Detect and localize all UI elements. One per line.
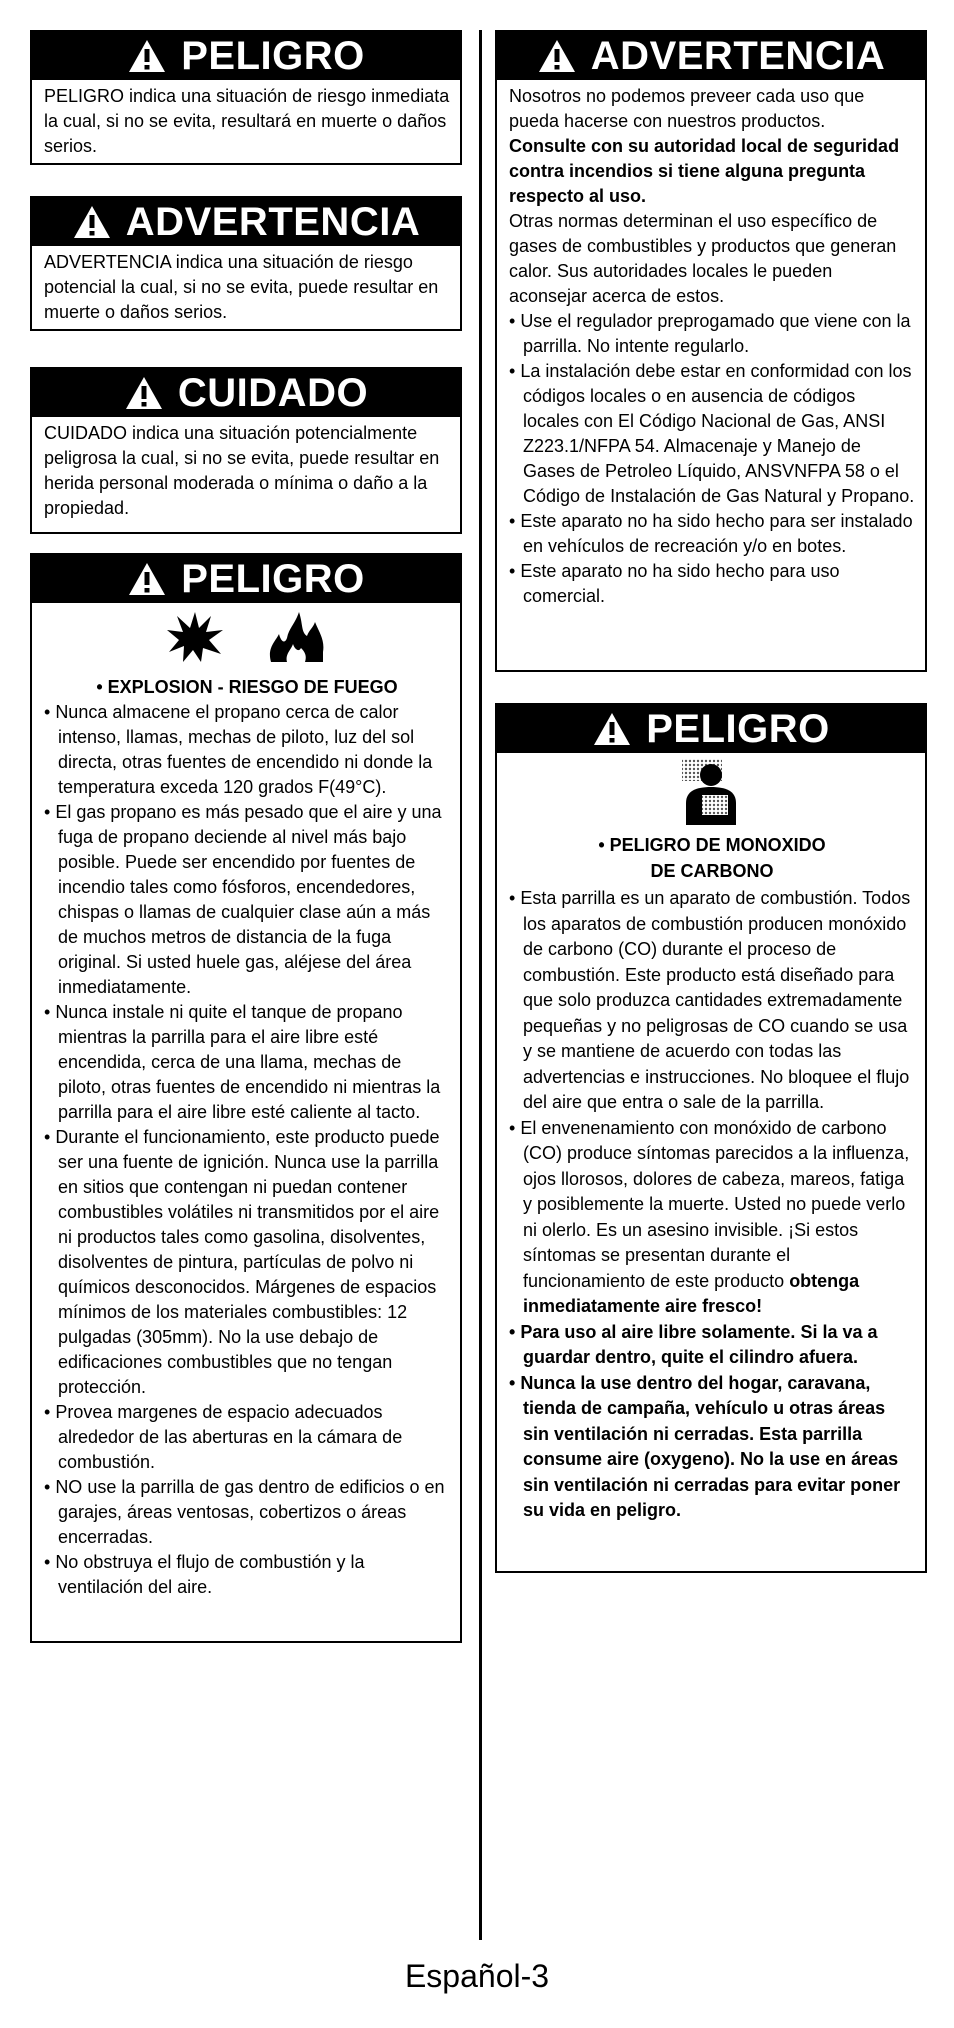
explosion-icon bbox=[165, 608, 225, 664]
co-list bbox=[509, 886, 915, 1524]
list-item: • Nunca instale ni quite el tanque de propano mientras la parrilla para el aire libre esté encendida, cerca de una llama, mechas de piloto, otras fuentes de encendido ni mientras la parrilla para el aire libre esté caliente al tacto. bbox=[44, 1000, 450, 1125]
co-symptoms-text: El envenenamiento con monóxido de carbono (CO) produce síntomas parecidos a la influenza, ojos llorosos, dolores de cabeza, mareos, fatiga y posiblemente la muerte. Usted no puede verlo ni olerlo. Es un asesino invisible. ¡Si estos síntomas se presentan durante el funcionamiento de este producto bbox=[520, 1117, 910, 1291]
fresh-air-text: obtenga inmediatamente aire fresco! bbox=[523, 1270, 860, 1316]
advertencia-list bbox=[509, 309, 915, 609]
list-item: • El gas propano es más pesado que el aire y una fuga de propano deciende al nivel más bajo posible. Puede ser encendido por fuentes de incendio tales como fósforos, encendedores, chispas o llamas de cualquier clase aún a más de muchos metros de distancia de la fuga original. Si usted huele gas, aléjese del área inmediatamente. bbox=[44, 800, 450, 1000]
list-item: • Este aparato no ha sido hecho para ser instalado en vehículos de recreación y/o en botes. bbox=[509, 509, 915, 559]
header-title: PELIGRO bbox=[646, 706, 830, 751]
list-item: • Provea margenes de espacio adecuados alrededor de las aberturas en la cámara de combustión. bbox=[44, 1400, 450, 1475]
advertencia-header bbox=[32, 198, 460, 246]
header-title: PELIGRO bbox=[181, 33, 365, 78]
header-title: ADVERTENCIA bbox=[125, 199, 421, 244]
warning-triangle-icon bbox=[127, 561, 167, 597]
peligro-header bbox=[497, 705, 925, 753]
warning-triangle-icon bbox=[592, 711, 632, 747]
explosion-list bbox=[44, 700, 450, 1600]
list-item: • Nunca almacene el propano cerca de calor intenso, llamas, mechas de piloto, luz del sol directa, otras fuentes de encendido ni donde la temperatura exceda 120 grados F(49°C). bbox=[44, 700, 450, 800]
list-item: • Este aparato no ha sido hecho para uso comercial. bbox=[509, 559, 915, 609]
peligro-header bbox=[32, 32, 460, 80]
peligro-header bbox=[32, 555, 460, 603]
header-title: PELIGRO bbox=[181, 556, 365, 601]
peligro-definition-text: PELIGRO indica una situación de riesgo inmediata la cual, si no se evita, resultará en muerte o daños serios. bbox=[44, 86, 450, 156]
warning-triangle-icon bbox=[537, 38, 577, 74]
fire-icon bbox=[265, 608, 327, 664]
advertencia-header bbox=[497, 32, 925, 80]
advertencia-definition-box bbox=[30, 196, 462, 331]
list-item: • Para uso al aire libre solamente. Si la va a guardar dentro, quite el cilindro afuera. bbox=[509, 1320, 915, 1371]
consult-authority-text: Consulte con su autoridad local de seguridad contra incendios si tiene alguna pregunta respecto al uso. bbox=[509, 136, 900, 206]
list-item bbox=[509, 1116, 915, 1320]
list-item: • La instalación debe estar en conformidad con los códigos locales o en ausencia de códigos locales con El Código Nacional de Gas, ANSI Z223.1/NFPA 54. Almacenaje y Manejo de Gases de Petroleo Líquido, ANSVNFPA 58 o el Código de Instalación de Gas Natural y Propano. bbox=[509, 359, 915, 509]
cuidado-header bbox=[32, 369, 460, 417]
list-item: • Durante el funcionamiento, este producto puede ser una fuente de ignición. Nunca use la parrilla en sitios que contengan ni puedan contener combustibles volátiles ni transmitidos por el aire ni productos tales como gasolina, disolventes, disolventes de pintura, partículas de polvo ni químicos desconocidos. Márgenes de espacios mínimos de los materiales combustibles: 12 pulgadas (305mm). No la use debajo de edificaciones combustibles que no tengan protección. bbox=[44, 1125, 450, 1400]
co-title: DE CARBONO bbox=[650, 860, 774, 881]
warning-triangle-icon bbox=[72, 204, 112, 240]
carbon-monoxide-box bbox=[495, 703, 927, 1573]
column-divider bbox=[479, 30, 482, 1940]
usage-paragraph: Nosotros no podemos preveer cada uso que pueda hacerse con nuestros productos. bbox=[509, 86, 865, 131]
explosion-hazard-box bbox=[30, 553, 462, 1643]
peligro-definition-box bbox=[30, 30, 462, 165]
list-item: • NO use la parrilla de gas dentro de edificios o en garajes, áreas ventosas, cobertizos o áreas encerradas. bbox=[44, 1475, 450, 1550]
advertencia-definition-text: ADVERTENCIA indica una situación de riesgo potencial la cual, si no se evita, puede resultar en muerte o daños serios. bbox=[44, 252, 439, 322]
co-title: • PELIGRO DE MONOXIDO bbox=[598, 835, 826, 855]
list-item: • Nunca la use dentro del hogar, caravana, tienda de campaña, vehículo u otras áreas sin ventilación ni cerradas. Esta parrilla consume aire (oxygeno). No la use en áreas sin ventilación ni cerradas para evitar poner su vida en peligro. bbox=[509, 1371, 915, 1524]
cuidado-definition-box bbox=[30, 367, 462, 534]
header-title: ADVERTENCIA bbox=[590, 33, 886, 78]
usage-paragraph: Otras normas determinan el uso específico de gases de combustibles y productos que generan calor. Sus autoridades locales le pueden aconsejar acerca de estos. bbox=[509, 211, 897, 306]
list-item: • Esta parrilla es un aparato de combustión. Todos los aparatos de combustión producen monóxido de carbono (CO) durante el proceso de combustión. Este producto está diseñado para que solo produzca cantidades extremadamente pequeñas y no peligrosas de CO cuando se usa y se mantiene de acuerdo con todas las advertencias e instrucciones. No bloquee el flujo del aire que entra o sale de la parrilla. bbox=[509, 886, 915, 1116]
cuidado-definition-text: CUIDADO indica una situación potencialmente peligrosa la cual, si no se evita, puede resultar en herida personal moderada o mínima o daño a la propiedad. bbox=[44, 423, 440, 518]
list-item: • No obstruya el flujo de combustión y la ventilación del aire. bbox=[44, 1550, 450, 1600]
explosion-title: • EXPLOSION - RIESGO DE FUEGO bbox=[96, 677, 398, 697]
co-person-icon bbox=[676, 755, 746, 827]
header-title: CUIDADO bbox=[177, 370, 369, 415]
warning-triangle-icon bbox=[127, 38, 167, 74]
list-item: • Use el regulador preprogamado que viene con la parrilla. No intente regularlo. bbox=[509, 309, 915, 359]
warning-triangle-icon bbox=[124, 375, 164, 411]
page-footer: Español-3 bbox=[404, 1958, 550, 1994]
advertencia-usage-box bbox=[495, 30, 927, 672]
